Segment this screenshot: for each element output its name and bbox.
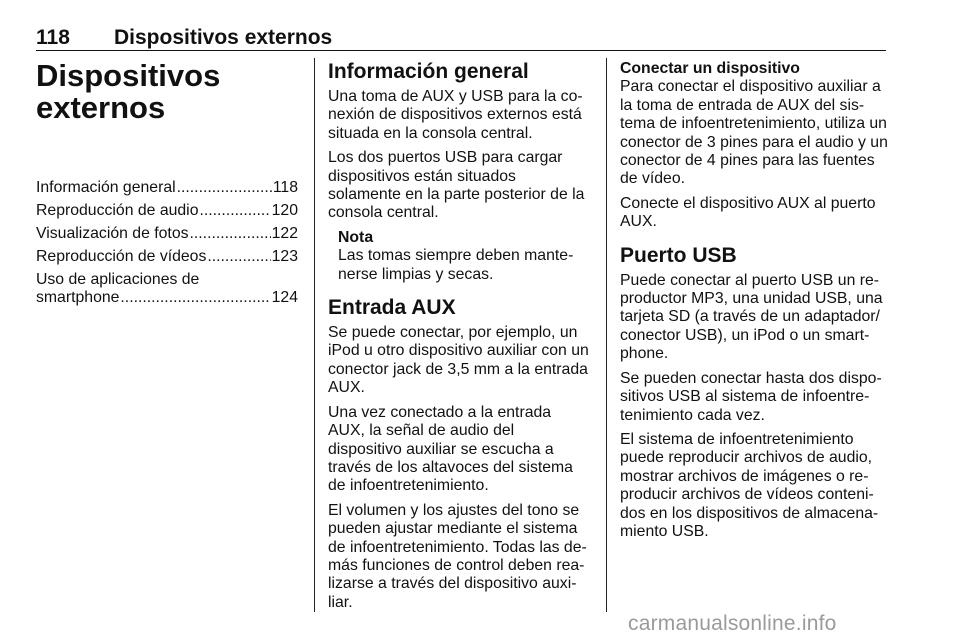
subsection-title-conectar-dispositivo: Conectar un dispositivo [620, 60, 800, 77]
toc-label: Información general [36, 179, 176, 196]
column-divider-1 [314, 58, 315, 612]
toc-page-number: 118 [272, 179, 298, 196]
paragraph: El volumen y los ajustes del tono se pueden ajustar mediante el sistema de infoentretenimiento. Todas las demás funciones de control deben realizarse a través del dispositivo auxiliar. [328, 501, 587, 611]
chapter-title [36, 60, 298, 124]
toc-page-number: 120 [271, 202, 298, 219]
note-box [338, 229, 590, 284]
column-3 [620, 60, 888, 547]
toc-label-line-1: Uso de aplicaciones de [36, 271, 200, 288]
paragraph: Los dos puertos USB para cargar dispositivos están situados solamente en la parte posterior de la consola central. [328, 149, 585, 222]
toc-page-number: 123 [271, 248, 298, 265]
chapter-title-line-2: externos [36, 90, 166, 125]
toc-entry-reproduccion-videos[interactable] [36, 248, 298, 266]
toc-label: Visualización de fotos [36, 225, 189, 242]
toc-leader-dots [207, 248, 270, 266]
toc-page-number: 124 [271, 289, 298, 307]
note-text: Las tomas siempre deben mantenerse limpias y secas. [338, 247, 574, 283]
section-title-entrada-aux: Entrada AUX [328, 296, 456, 320]
running-header-title: Dispositivos externos [114, 26, 333, 49]
paragraph: Una vez conectado a la entrada AUX, la señal de audio del dispositivo auxiliar se escucha a través de los altavoces del sistema de infoentretenimiento. [328, 403, 573, 495]
paragraph: Puede conectar al puerto USB un reproductor MP3, una unidad USB, una tarjeta SD (a través de un adaptador/ conector USB), un iPod o un smartphone. [620, 271, 883, 363]
toc-label-line-2: smartphone [36, 289, 120, 307]
column-divider-2 [606, 58, 607, 612]
toc-entry-reproduccion-audio[interactable] [36, 202, 298, 220]
column-2 [328, 60, 590, 618]
toc-leader-dots [120, 289, 270, 307]
note-title: Nota [338, 228, 374, 246]
paragraph: El sistema de infoentretenimiento puede reproducir archivos de audio, mostrar archivos de imágenes o reproducir archivos de vídeos contenidos en los dispositivos de almacenamiento USB. [620, 430, 879, 540]
toc-label: Reproducción de vídeos [36, 248, 207, 265]
paragraph: Conecte el dispositivo AUX al puerto AUX. [620, 194, 876, 231]
page-header [36, 26, 886, 56]
toc-entry-informacion-general[interactable] [36, 179, 298, 197]
paragraph: Para conectar el dispositivo auxiliar a la toma de entrada de AUX del sistema de infoentretenimiento, utiliza un conector de 3 pines para el audio y un conector de 4 pines para las fuentes de vídeo. [620, 78, 888, 188]
toc-entry-visualizacion-fotos[interactable] [36, 225, 298, 243]
paragraph: Se puede conectar, por ejemplo, un iPod u otro dispositivo auxiliar con un conector jack de 3,5 mm a la entrada AUX. [328, 324, 589, 397]
header-divider [36, 50, 886, 51]
section-title-informacion-general: Información general [328, 60, 529, 83]
paragraph: Una toma de AUX y USB para la conexión de dispositivos externos está situada en la consola central. [328, 88, 583, 142]
toc-label: Reproducción de audio [36, 202, 199, 219]
table-of-contents [36, 179, 298, 308]
toc-leader-dots [177, 179, 272, 197]
toc-entry-uso-aplicaciones-smartphone[interactable] [36, 271, 298, 308]
toc-page-number: 122 [271, 225, 298, 242]
paragraph: Se pueden conectar hasta dos dispositivos USB al sistema de infoentretenimiento cada vez. [620, 369, 882, 424]
chapter-title-line-1: Dispositivos [36, 58, 221, 93]
page-number: 118 [36, 26, 70, 49]
toc-leader-dots [199, 202, 270, 220]
section-title-puerto-usb: Puerto USB [620, 243, 737, 267]
watermark: carmanualsonline.info [628, 612, 837, 635]
toc-leader-dots [190, 225, 271, 243]
column-1 [36, 60, 298, 312]
